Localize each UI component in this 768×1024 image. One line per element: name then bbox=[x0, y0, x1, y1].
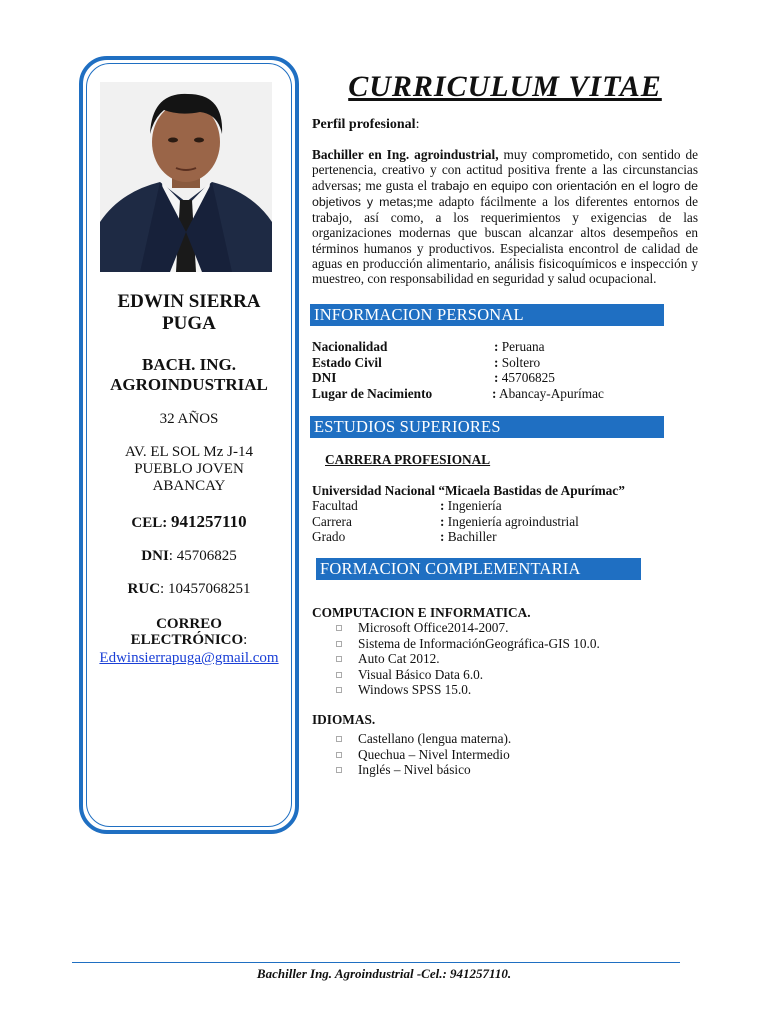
checkbox-bullet-icon bbox=[336, 672, 342, 678]
candidate-age: 32 AÑOS bbox=[159, 411, 219, 427]
dni-label: DNI bbox=[141, 548, 169, 564]
ruc-label: RUC bbox=[127, 581, 161, 597]
candidate-ruc bbox=[90, 581, 288, 598]
phone-value: 941257110 bbox=[171, 512, 247, 531]
personal-key: Estado Civil bbox=[312, 354, 382, 370]
personal-key: DNI bbox=[312, 370, 337, 385]
email-label bbox=[90, 616, 288, 648]
profile-photo bbox=[100, 82, 272, 272]
list-item: Auto Cat 2012. bbox=[336, 651, 600, 667]
list-item: Sistema de InformaciónGeográfica-GIS 10.0. bbox=[336, 636, 600, 652]
phone-label: CEL: bbox=[131, 515, 168, 531]
checkbox-bullet-icon bbox=[336, 687, 342, 693]
person-portrait-image bbox=[100, 82, 272, 272]
checkbox-bullet-icon bbox=[336, 625, 342, 631]
checkbox-bullet-icon bbox=[336, 736, 342, 742]
candidate-name: EDWIN SIERRA PUGA bbox=[117, 291, 261, 334]
checkbox-bullet-icon bbox=[336, 656, 342, 662]
profile-summary: Bachiller en Ing. agroindustrial, muy comprometido, con sentido de pertenencia, creativo y con actitud positiva frente a las circunstancias adversas; me gusta el trabajo en equipo con orientación en el logro de objetivos y metas;me adapto fácilmente a los diferentes entornos de trabajo, así como, a los requerimientos y exigencias de las organizaciones modernas que buscan alcanzar altos desempeños en términos humanos y productivos. Especialista encontrol de calidad de aguas en producción alimentario, análisis fisicoquímicos e inspección y muestreo, con responsabilidad en seguridad y salud ocupacional. bbox=[312, 147, 698, 287]
personal-key: Lugar de Nacimiento bbox=[312, 385, 433, 401]
list-item: Windows SPSS 15.0. bbox=[336, 682, 600, 698]
studies-table bbox=[312, 498, 692, 546]
studies-key: Facultad bbox=[312, 498, 358, 513]
candidate-address bbox=[90, 444, 288, 495]
document-title: CURRICULUM VITAE bbox=[348, 70, 662, 103]
studies-value: : Bachiller bbox=[440, 529, 497, 544]
studies-value: : Ingeniería agroindustrial bbox=[440, 513, 579, 529]
list-item: Castellano (lengua materna). bbox=[336, 731, 511, 747]
checkbox-bullet-icon bbox=[336, 767, 342, 773]
dni-value: : 45706825 bbox=[168, 548, 237, 564]
section-heading-personal: INFORMACION PERSONAL bbox=[310, 304, 664, 326]
career-subheading: CARRERA PROFESIONAL bbox=[325, 452, 491, 467]
footer-divider bbox=[72, 962, 680, 963]
list-item: Quechua – Nivel Intermedio bbox=[336, 747, 511, 763]
address-line-1: AV. EL SOL Mz J-14 bbox=[125, 444, 253, 460]
section-heading-training: FORMACION COMPLEMENTARIA bbox=[316, 558, 641, 580]
personal-value: : Peruana bbox=[494, 339, 545, 354]
personal-value: : Abancay-Apurímac bbox=[492, 385, 604, 401]
profile-label: Perfil profesional: bbox=[312, 117, 420, 132]
email-label-line-2: ELECTRÓNICO: bbox=[130, 632, 248, 648]
email-label-line-1: CORREO bbox=[156, 616, 222, 632]
personal-key: Nacionalidad bbox=[312, 339, 388, 354]
candidate-dni bbox=[90, 548, 288, 565]
computing-list bbox=[336, 620, 600, 698]
languages-subheading: IDIOMAS. bbox=[312, 712, 376, 727]
checkbox-bullet-icon bbox=[336, 641, 342, 647]
address-line-3: ABANCAY bbox=[152, 478, 226, 494]
list-item: Visual Básico Data 6.0. bbox=[336, 667, 600, 683]
studies-value: : Ingeniería bbox=[440, 498, 502, 513]
page-footer: Bachiller Ing. Agroindustrial -Cel.: 941257110. bbox=[256, 966, 512, 981]
studies-key: Carrera bbox=[312, 513, 352, 529]
personal-value: : 45706825 bbox=[494, 370, 555, 385]
section-heading-studies: ESTUDIOS SUPERIORES bbox=[310, 416, 664, 438]
profile-lead: Bachiller en Ing. agroindustrial, bbox=[312, 147, 499, 162]
computing-subheading: COMPUTACION E INFORMATICA. bbox=[312, 605, 531, 620]
candidate-degree: BACH. ING. AGROINDUSTRIAL bbox=[110, 355, 268, 394]
candidate-phone bbox=[90, 512, 288, 532]
languages-list bbox=[336, 731, 511, 778]
ruc-value: : 10457068251 bbox=[160, 581, 251, 597]
address-line-2: PUEBLO JOVEN bbox=[134, 461, 244, 477]
checkbox-bullet-icon bbox=[336, 752, 342, 758]
studies-key: Grado bbox=[312, 529, 346, 544]
university-name: Universidad Nacional “Micaela Bastidas de Apurímac” bbox=[312, 483, 625, 498]
personal-info-table bbox=[312, 339, 692, 403]
personal-value: : Soltero bbox=[494, 354, 541, 370]
email-link[interactable]: Edwinsierrapuga@gmail.com bbox=[99, 650, 279, 666]
list-item: Inglés – Nivel básico bbox=[336, 762, 511, 778]
list-item: Microsoft Office2014-2007. bbox=[336, 620, 600, 636]
